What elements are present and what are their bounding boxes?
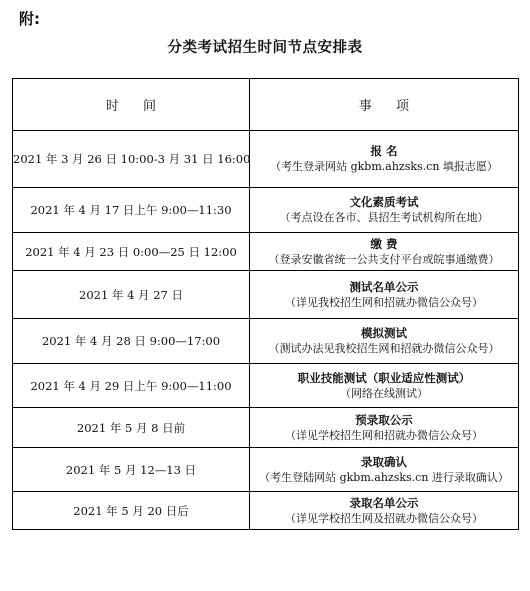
schedule-event-cell bbox=[250, 319, 519, 364]
schedule-table bbox=[12, 78, 519, 530]
schedule-time-cell: 2021 年 4 月 23 日 0:00—25 日 12:00 bbox=[13, 233, 250, 271]
table-row bbox=[13, 364, 519, 408]
schedule-time-cell: 2021 年 4 月 27 日 bbox=[13, 271, 250, 319]
table-row bbox=[13, 448, 519, 492]
table-row bbox=[13, 271, 519, 319]
schedule-time-cell: 2021 年 4 月 28 日 9:00—17:00 bbox=[13, 319, 250, 364]
event-note: （详见学校招生网和招就办微信公众号） bbox=[285, 428, 483, 442]
event-title: 缴 费 bbox=[370, 236, 398, 251]
event-title: 报 名 bbox=[370, 144, 398, 158]
time-column-header: 时 间 bbox=[13, 79, 250, 131]
document-title: 分类考试招生时间节点安排表 bbox=[167, 40, 363, 56]
schedule-time-cell: 2021 年 4 月 17 日上午 9:00—11:30 bbox=[13, 188, 250, 233]
event-title: 录取名单公示 bbox=[349, 495, 419, 510]
schedule-time-cell: 2021 年 4 月 29 日上午 9:00—11:00 bbox=[13, 364, 250, 408]
event-title: 预录取公示 bbox=[355, 412, 413, 427]
event-title: 录取确认 bbox=[361, 454, 407, 469]
schedule-time-cell: 2021 年 5 月 20 日后 bbox=[13, 492, 250, 530]
schedule-time-cell: 2021 年 5 月 12—13 日 bbox=[13, 448, 250, 492]
event-title: 文化素质考试 bbox=[349, 195, 419, 209]
event-column-header: 事 项 bbox=[250, 79, 519, 131]
event-note: （登录安徽省统一公共支付平台或皖事通缴费） bbox=[268, 252, 500, 266]
schedule-table-body bbox=[13, 131, 519, 530]
event-note: （考生登录网站 gkbm.ahzsks.cn 填报志愿） bbox=[270, 160, 498, 173]
table-row bbox=[13, 131, 519, 188]
table-row bbox=[13, 319, 519, 364]
table-row bbox=[13, 188, 519, 233]
schedule-event-cell bbox=[250, 364, 519, 408]
event-title: 模拟测试 bbox=[361, 326, 407, 340]
table-row bbox=[13, 492, 519, 530]
schedule-event-cell bbox=[250, 188, 519, 233]
schedule-event-cell bbox=[250, 233, 519, 271]
header-row bbox=[13, 79, 519, 131]
event-title: 测试名单公示 bbox=[349, 279, 419, 294]
event-note: （详见学校招生网及招就办微信公众号） bbox=[285, 511, 483, 525]
event-note: （考点设在各市、县招生考试机构所在地） bbox=[279, 211, 489, 224]
schedule-event-cell bbox=[250, 131, 519, 188]
schedule-event-cell bbox=[250, 448, 519, 492]
schedule-table-header bbox=[13, 79, 519, 131]
event-title: 职业技能测试（职业适应性测试） bbox=[297, 370, 471, 385]
annex-label: 附: bbox=[19, 10, 40, 28]
event-note: （测试办法见我校招生网和招就办微信公众号） bbox=[268, 342, 500, 355]
event-note: （详见我校招生网和招就办微信公众号） bbox=[285, 295, 483, 309]
schedule-time-cell: 2021 年 3 月 26 日 10:00-3 月 31 日 16:00 bbox=[13, 131, 250, 188]
event-note: （考生登陆网站 gkbm.ahzsks.cn 进行录取确认） bbox=[259, 470, 509, 484]
table-row bbox=[13, 408, 519, 448]
table-row bbox=[13, 233, 519, 271]
schedule-event-cell bbox=[250, 271, 519, 319]
schedule-time-cell: 2021 年 5 月 8 日前 bbox=[13, 408, 250, 448]
event-note: （网络在线测试） bbox=[340, 386, 428, 400]
schedule-event-cell bbox=[250, 408, 519, 448]
schedule-event-cell bbox=[250, 492, 519, 530]
